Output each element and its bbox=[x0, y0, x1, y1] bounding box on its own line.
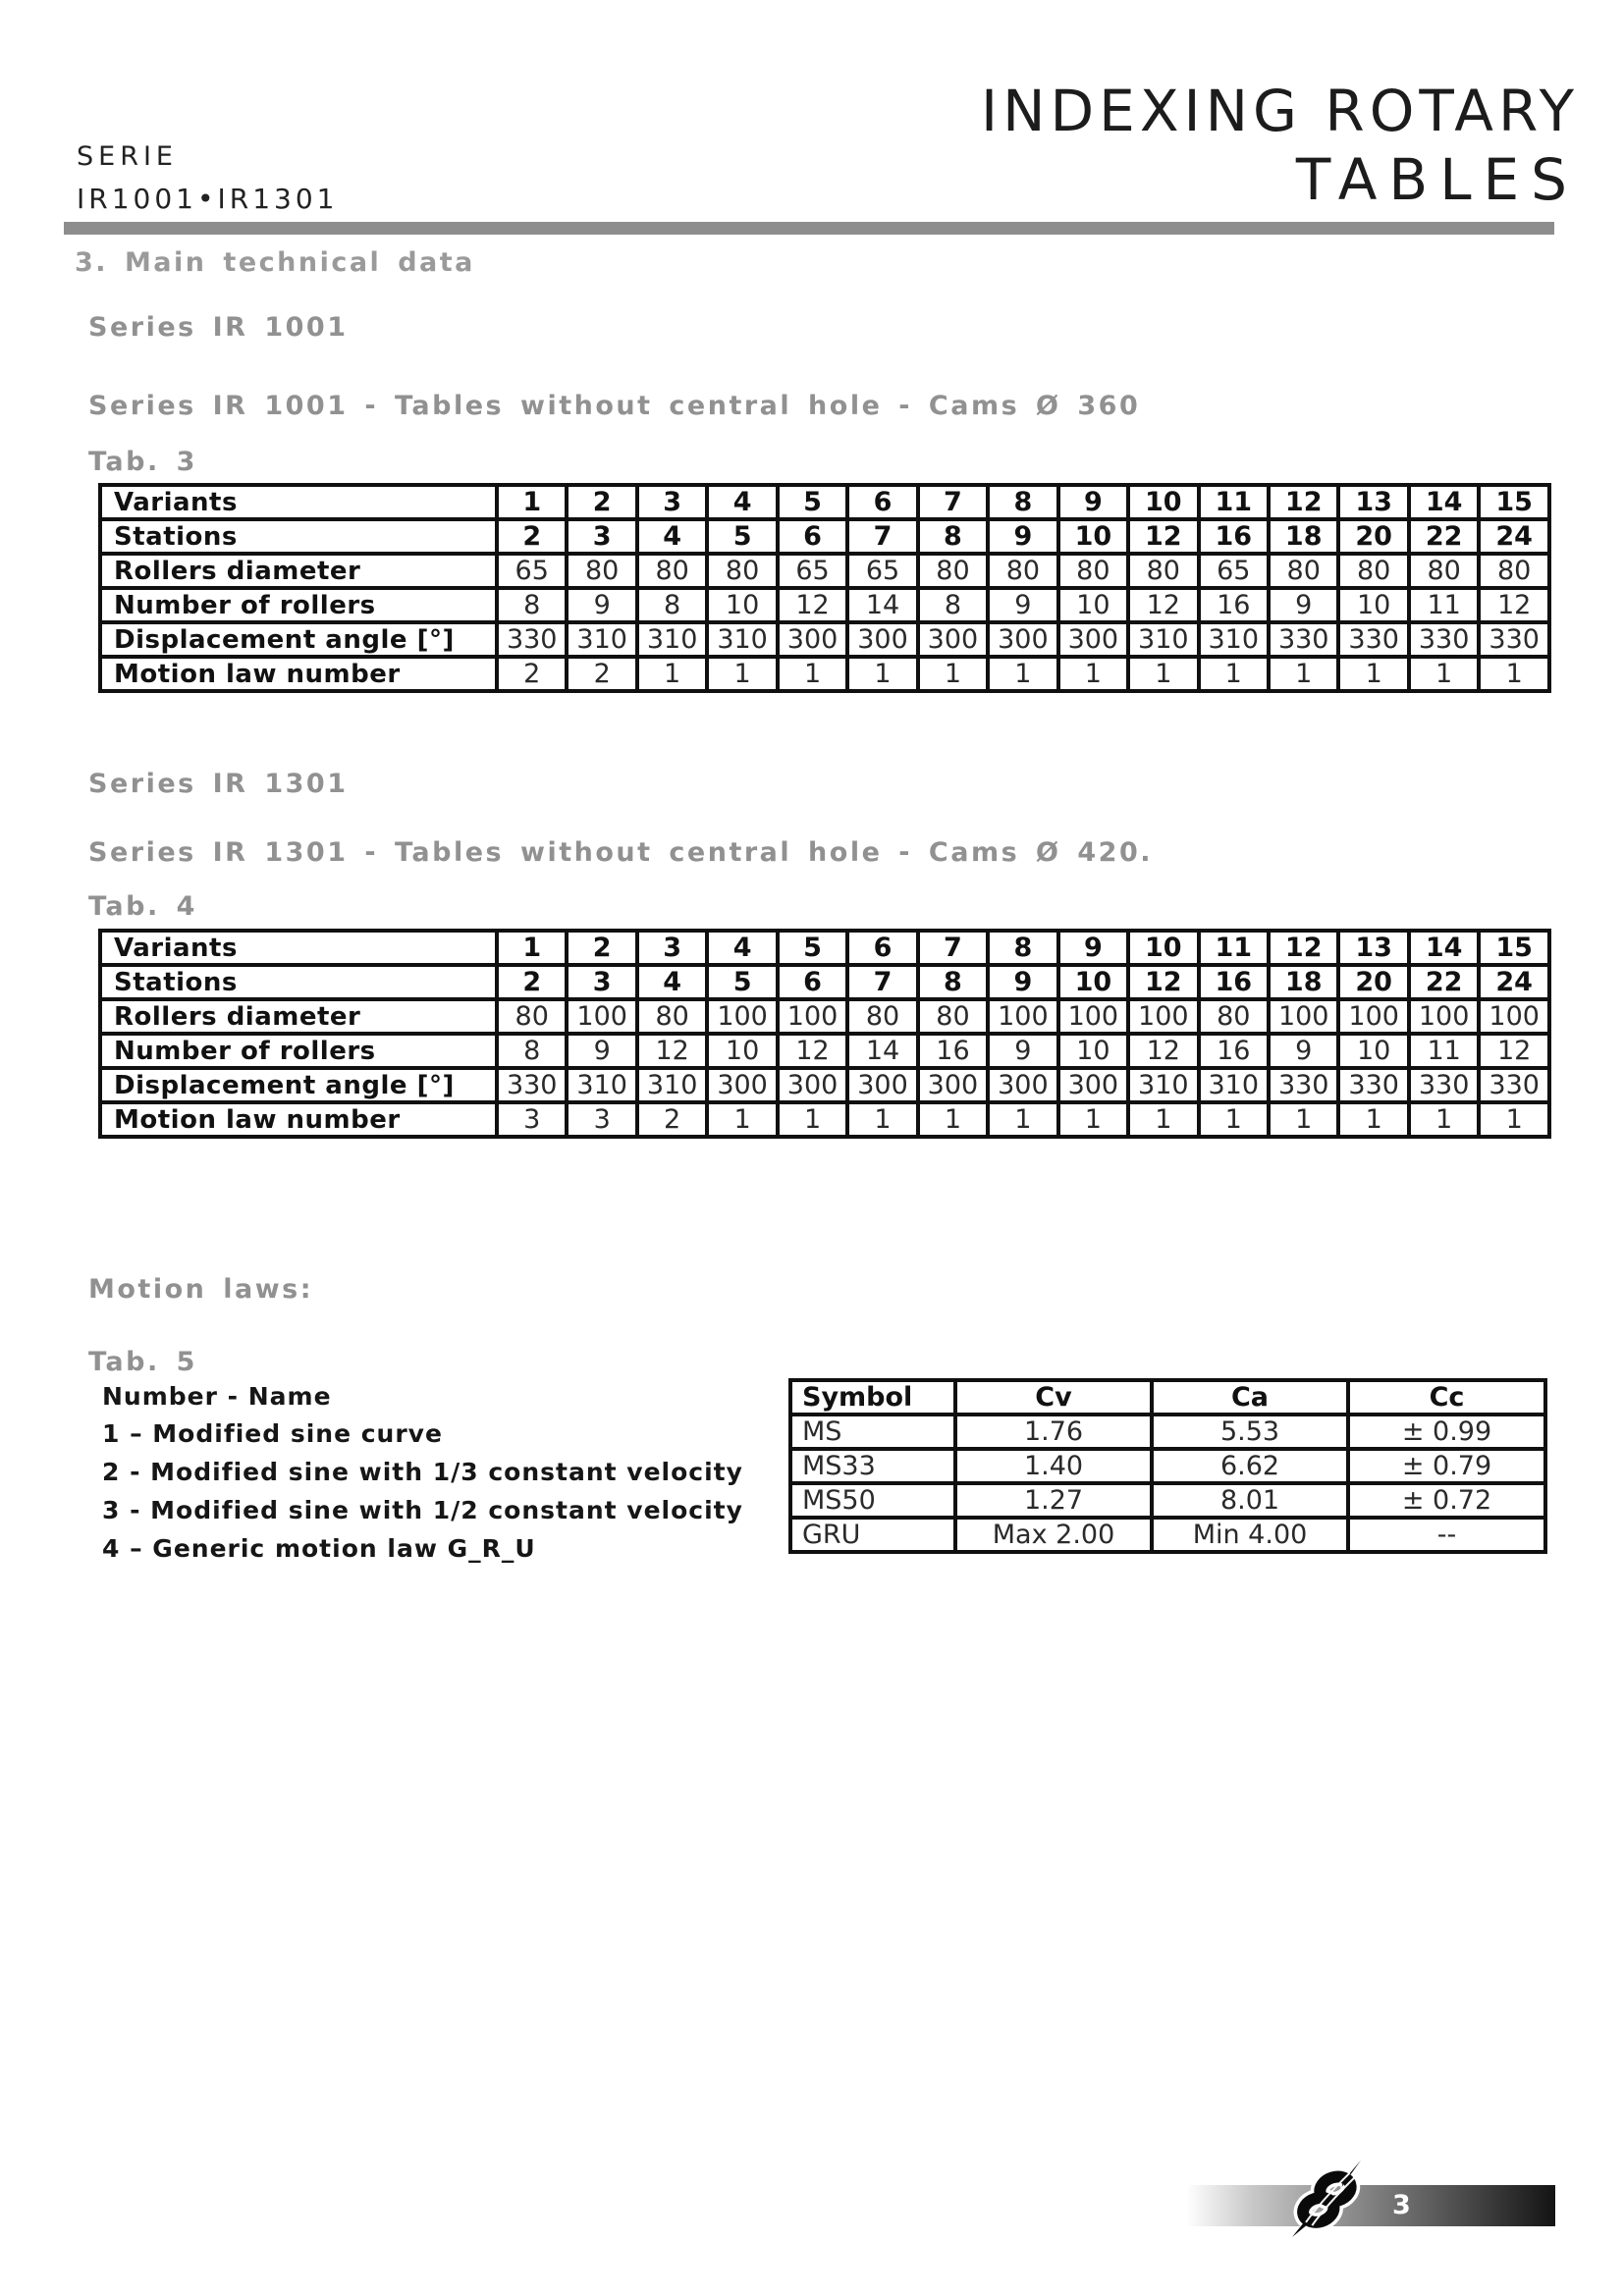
table-cell: 1.40 bbox=[955, 1449, 1152, 1483]
table-cell: 300 bbox=[778, 622, 847, 657]
table-cell: 330 bbox=[497, 1068, 567, 1102]
table-cell: GRU bbox=[790, 1518, 955, 1552]
table-cell: 80 bbox=[1338, 554, 1408, 588]
table-cell: 10 bbox=[1058, 1034, 1128, 1068]
tab4-table bbox=[98, 929, 1551, 1139]
table-cell: 12 bbox=[1128, 519, 1198, 554]
table-cell: 9 bbox=[988, 1034, 1057, 1068]
table-cell: 330 bbox=[1479, 1068, 1549, 1102]
table-cell: 1 bbox=[1128, 1102, 1198, 1137]
row-label: Variants bbox=[100, 485, 497, 519]
table-cell: 9 bbox=[988, 519, 1057, 554]
table-cell: 8 bbox=[918, 965, 988, 999]
table-cell: 80 bbox=[1479, 554, 1549, 588]
table-cell: 65 bbox=[1199, 554, 1269, 588]
motion-law-item-2: 2 - Modified sine with 1/3 constant velocity bbox=[102, 1458, 743, 1486]
table-cell: 22 bbox=[1409, 519, 1479, 554]
table-cell: 1 bbox=[847, 657, 917, 691]
table-cell: 8 bbox=[918, 588, 988, 622]
row-label: Stations bbox=[100, 965, 497, 999]
table-row bbox=[100, 657, 1549, 691]
table-row bbox=[100, 999, 1549, 1034]
table-cell: 4 bbox=[637, 519, 707, 554]
row-label: Variants bbox=[100, 931, 497, 965]
page-title-line1: INDEXING ROTARY bbox=[981, 78, 1579, 144]
table-cell: 10 bbox=[1338, 588, 1408, 622]
table-cell: 12 bbox=[778, 588, 847, 622]
table-cell: Min 4.00 bbox=[1152, 1518, 1348, 1552]
table-cell: 11 bbox=[1409, 1034, 1479, 1068]
table-cell: 330 bbox=[1409, 622, 1479, 657]
row-label: Motion law number bbox=[100, 1102, 497, 1137]
table-cell: 3 bbox=[637, 931, 707, 965]
table-cell: 1 bbox=[1269, 657, 1338, 691]
table-cell: 80 bbox=[1409, 554, 1479, 588]
table-cell: 300 bbox=[1058, 1068, 1128, 1102]
table-cell: 3 bbox=[567, 1102, 636, 1137]
table-cell: 1 bbox=[1409, 1102, 1479, 1137]
table-cell: 1 bbox=[918, 657, 988, 691]
table-cell: 330 bbox=[1338, 1068, 1408, 1102]
table-cell: 1 bbox=[707, 657, 777, 691]
table-cell: 7 bbox=[847, 965, 917, 999]
table-cell: Max 2.00 bbox=[955, 1518, 1152, 1552]
table-cell: 100 bbox=[1479, 999, 1549, 1034]
row-label: Number of rollers bbox=[100, 588, 497, 622]
table-cell: 1 bbox=[1479, 1102, 1549, 1137]
table-cell: 310 bbox=[1199, 1068, 1269, 1102]
table-cell: 300 bbox=[1058, 622, 1128, 657]
table-row bbox=[100, 931, 1549, 965]
table-cell: 310 bbox=[637, 1068, 707, 1102]
table-cell: 24 bbox=[1479, 519, 1549, 554]
table-cell: 13 bbox=[1338, 931, 1408, 965]
table-cell: 16 bbox=[1199, 965, 1269, 999]
table-cell: 330 bbox=[1269, 622, 1338, 657]
table-cell: 8 bbox=[497, 1034, 567, 1068]
table-cell: 2 bbox=[497, 519, 567, 554]
table-cell: 9 bbox=[1058, 485, 1128, 519]
row-label: Displacement angle [°] bbox=[100, 622, 497, 657]
table-cell: 100 bbox=[1269, 999, 1338, 1034]
table-cell: 15 bbox=[1479, 931, 1549, 965]
table-cell: 310 bbox=[1199, 622, 1269, 657]
table-cell: 300 bbox=[778, 1068, 847, 1102]
table-cell: 300 bbox=[988, 622, 1057, 657]
table-cell: 65 bbox=[497, 554, 567, 588]
table-cell: 1 bbox=[637, 657, 707, 691]
table-cell: 12 bbox=[1269, 485, 1338, 519]
table-cell: 300 bbox=[988, 1068, 1057, 1102]
table-cell: 20 bbox=[1338, 519, 1408, 554]
table-cell: ± 0.99 bbox=[1348, 1415, 1545, 1449]
tab4-label: Tab. 4 bbox=[88, 891, 197, 922]
table-cell: 1 bbox=[778, 657, 847, 691]
table-cell: 16 bbox=[918, 1034, 988, 1068]
table-cell: 330 bbox=[1338, 622, 1408, 657]
table-cell: 80 bbox=[707, 554, 777, 588]
table-cell: 1 bbox=[1269, 1102, 1338, 1137]
column-header: Cc bbox=[1348, 1380, 1545, 1415]
table-cell: 80 bbox=[497, 999, 567, 1034]
table-cell: 310 bbox=[567, 622, 636, 657]
table-cell: 3 bbox=[567, 965, 636, 999]
table-row bbox=[790, 1483, 1545, 1518]
table-cell: 310 bbox=[1128, 1068, 1198, 1102]
column-header: Ca bbox=[1152, 1380, 1348, 1415]
table-row bbox=[790, 1415, 1545, 1449]
table-cell: 3 bbox=[637, 485, 707, 519]
table-cell: 9 bbox=[988, 965, 1057, 999]
table-cell: 2 bbox=[637, 1102, 707, 1137]
table-cell: 300 bbox=[918, 1068, 988, 1102]
table-cell: 8 bbox=[637, 588, 707, 622]
table-cell: 9 bbox=[1269, 588, 1338, 622]
table-row bbox=[100, 588, 1549, 622]
table-cell: 9 bbox=[1058, 931, 1128, 965]
series-ir1001-subheading: Series IR 1001 - Tables without central hole - Cams Ø 360 bbox=[88, 391, 1141, 421]
table-cell: 11 bbox=[1409, 588, 1479, 622]
table-cell: 1 bbox=[1199, 657, 1269, 691]
table-cell: MS bbox=[790, 1415, 955, 1449]
table-cell: 300 bbox=[847, 622, 917, 657]
row-label: Stations bbox=[100, 519, 497, 554]
table-cell: 10 bbox=[1128, 931, 1198, 965]
table-cell: 1 bbox=[988, 1102, 1057, 1137]
table-cell: 1 bbox=[1409, 657, 1479, 691]
table-cell: 24 bbox=[1479, 965, 1549, 999]
table-cell: 100 bbox=[1338, 999, 1408, 1034]
motion-law-item-1: 1 – Modified sine curve bbox=[102, 1419, 443, 1448]
table-cell: 1 bbox=[918, 1102, 988, 1137]
table-cell: 12 bbox=[778, 1034, 847, 1068]
table-cell: 65 bbox=[847, 554, 917, 588]
table-cell: 10 bbox=[707, 1034, 777, 1068]
table-cell: ± 0.72 bbox=[1348, 1483, 1545, 1518]
tab5-label: Tab. 5 bbox=[88, 1347, 197, 1377]
table-cell: 12 bbox=[637, 1034, 707, 1068]
table-cell: 10 bbox=[1128, 485, 1198, 519]
table-cell: 1 bbox=[1199, 1102, 1269, 1137]
table-cell: 9 bbox=[1269, 1034, 1338, 1068]
table-row bbox=[100, 965, 1549, 999]
table-cell: 1 bbox=[1338, 1102, 1408, 1137]
table-cell: 8 bbox=[497, 588, 567, 622]
table-cell: 65 bbox=[778, 554, 847, 588]
table-cell: 12 bbox=[1479, 1034, 1549, 1068]
motion-laws-heading: Motion laws: bbox=[88, 1274, 314, 1305]
table-cell: 16 bbox=[1199, 588, 1269, 622]
motion-law-item-4: 4 – Generic motion law G_R_U bbox=[102, 1534, 536, 1563]
table-cell: 3 bbox=[567, 519, 636, 554]
table-row bbox=[100, 622, 1549, 657]
table-cell: 10 bbox=[707, 588, 777, 622]
table-cell: 10 bbox=[1338, 1034, 1408, 1068]
table-cell: MS33 bbox=[790, 1449, 955, 1483]
table-row bbox=[100, 1034, 1549, 1068]
table-cell: 80 bbox=[1058, 554, 1128, 588]
row-label: Number of rollers bbox=[100, 1034, 497, 1068]
table-cell: 1 bbox=[1479, 657, 1549, 691]
table-cell: 8.01 bbox=[1152, 1483, 1348, 1518]
table-cell: 330 bbox=[1409, 1068, 1479, 1102]
table-row bbox=[100, 485, 1549, 519]
main-section-title: 3. Main technical data bbox=[75, 247, 475, 278]
table-cell: 1.27 bbox=[955, 1483, 1152, 1518]
header-divider bbox=[64, 222, 1554, 235]
table-cell: 6 bbox=[847, 931, 917, 965]
table-cell: 7 bbox=[847, 519, 917, 554]
table-cell: 100 bbox=[1409, 999, 1479, 1034]
table-cell: 12 bbox=[1479, 588, 1549, 622]
row-label: Rollers diameter bbox=[100, 554, 497, 588]
table-cell: 2 bbox=[497, 657, 567, 691]
table-cell: 100 bbox=[707, 999, 777, 1034]
table-cell: 300 bbox=[918, 622, 988, 657]
table-cell: 10 bbox=[1058, 519, 1128, 554]
table-cell: 1 bbox=[847, 1102, 917, 1137]
table-cell: 16 bbox=[1199, 1034, 1269, 1068]
table-cell: 300 bbox=[847, 1068, 917, 1102]
table-cell: 1 bbox=[497, 931, 567, 965]
table-cell: 310 bbox=[707, 622, 777, 657]
table-cell: 9 bbox=[567, 1034, 636, 1068]
table-cell: 20 bbox=[1338, 965, 1408, 999]
table-cell: 14 bbox=[1409, 931, 1479, 965]
tab5-table bbox=[788, 1378, 1547, 1554]
table-cell: 80 bbox=[988, 554, 1057, 588]
table-cell: 15 bbox=[1479, 485, 1549, 519]
table-cell: 8 bbox=[988, 485, 1057, 519]
page-number: 3 bbox=[1392, 2190, 1411, 2220]
table-row bbox=[100, 1068, 1549, 1102]
table-cell: 4 bbox=[707, 485, 777, 519]
table-row bbox=[790, 1449, 1545, 1483]
table-cell: 9 bbox=[567, 588, 636, 622]
series-label: SERIE bbox=[77, 141, 178, 172]
table-cell: 1 bbox=[778, 1102, 847, 1137]
table-cell: 10 bbox=[1058, 965, 1128, 999]
table-cell: 6.62 bbox=[1152, 1449, 1348, 1483]
table-row bbox=[100, 1102, 1549, 1137]
table-cell: 80 bbox=[567, 554, 636, 588]
table-cell: 5.53 bbox=[1152, 1415, 1348, 1449]
table-cell: ± 0.79 bbox=[1348, 1449, 1545, 1483]
motion-law-item-3: 3 - Modified sine with 1/2 constant velocity bbox=[102, 1496, 743, 1524]
table-cell: 22 bbox=[1409, 965, 1479, 999]
table-cell: 100 bbox=[1128, 999, 1198, 1034]
table-cell: 8 bbox=[918, 519, 988, 554]
table-cell: 1 bbox=[1128, 657, 1198, 691]
table-cell: 1 bbox=[1338, 657, 1408, 691]
table-cell: 2 bbox=[567, 485, 636, 519]
table-cell: 100 bbox=[988, 999, 1057, 1034]
page-title bbox=[981, 77, 1579, 214]
table-cell: 13 bbox=[1338, 485, 1408, 519]
table-cell: 14 bbox=[847, 1034, 917, 1068]
series-models: IR1001•IR1301 bbox=[77, 183, 339, 215]
motion-law-list bbox=[102, 1382, 743, 1573]
table-cell: 11 bbox=[1199, 485, 1269, 519]
table-cell: 3 bbox=[497, 1102, 567, 1137]
series-ir1301-subheading: Series IR 1301 - Tables without central hole - Cams Ø 420. bbox=[88, 837, 1154, 868]
table-cell: 4 bbox=[637, 965, 707, 999]
series-ir1001-heading: Series IR 1001 bbox=[88, 312, 349, 343]
table-cell: -- bbox=[1348, 1518, 1545, 1552]
table-cell: 14 bbox=[847, 588, 917, 622]
tab3-table bbox=[98, 483, 1551, 693]
table-cell: 6 bbox=[778, 965, 847, 999]
table-cell: 7 bbox=[918, 931, 988, 965]
table-cell: 330 bbox=[1479, 622, 1549, 657]
table-cell: 18 bbox=[1269, 519, 1338, 554]
table-cell: 5 bbox=[778, 931, 847, 965]
table-cell: 330 bbox=[1269, 1068, 1338, 1102]
series-ir1301-heading: Series IR 1301 bbox=[88, 769, 349, 799]
row-label: Displacement angle [°] bbox=[100, 1068, 497, 1102]
table-cell: 9 bbox=[988, 588, 1057, 622]
brand-knot-logo bbox=[1272, 2156, 1382, 2244]
table-cell: 16 bbox=[1199, 519, 1269, 554]
table-cell: 1 bbox=[988, 657, 1057, 691]
tab3-label: Tab. 3 bbox=[88, 447, 197, 477]
table-cell: 310 bbox=[1128, 622, 1198, 657]
table-cell: 80 bbox=[637, 554, 707, 588]
table-cell: 1 bbox=[707, 1102, 777, 1137]
table-row bbox=[100, 554, 1549, 588]
table-cell: 100 bbox=[567, 999, 636, 1034]
table-cell: 12 bbox=[1269, 931, 1338, 965]
table-cell: MS50 bbox=[790, 1483, 955, 1518]
table-cell: 12 bbox=[1128, 588, 1198, 622]
table-cell: 80 bbox=[918, 999, 988, 1034]
table-cell: 12 bbox=[1128, 1034, 1198, 1068]
table-cell: 80 bbox=[918, 554, 988, 588]
table-cell: 5 bbox=[707, 965, 777, 999]
table-cell: 2 bbox=[497, 965, 567, 999]
table-cell: 10 bbox=[1058, 588, 1128, 622]
table-cell: 1 bbox=[1058, 657, 1128, 691]
table-cell: 2 bbox=[567, 657, 636, 691]
table-header-row bbox=[790, 1380, 1545, 1415]
table-cell: 8 bbox=[988, 931, 1057, 965]
table-row bbox=[790, 1518, 1545, 1552]
table-cell: 1 bbox=[1058, 1102, 1128, 1137]
table-cell: 80 bbox=[1269, 554, 1338, 588]
table-row bbox=[100, 519, 1549, 554]
table-cell: 5 bbox=[707, 519, 777, 554]
page-title-line2: TABLES bbox=[1295, 146, 1579, 213]
table-cell: 11 bbox=[1199, 931, 1269, 965]
table-cell: 100 bbox=[1058, 999, 1128, 1034]
table-cell: 80 bbox=[847, 999, 917, 1034]
table-cell: 6 bbox=[847, 485, 917, 519]
table-cell: 330 bbox=[497, 622, 567, 657]
table-cell: 80 bbox=[1199, 999, 1269, 1034]
table-cell: 2 bbox=[567, 931, 636, 965]
table-cell: 1 bbox=[497, 485, 567, 519]
motion-law-list-title: Number - Name bbox=[102, 1382, 332, 1411]
table-cell: 5 bbox=[778, 485, 847, 519]
table-cell: 1.76 bbox=[955, 1415, 1152, 1449]
table-cell: 14 bbox=[1409, 485, 1479, 519]
table-cell: 12 bbox=[1128, 965, 1198, 999]
table-cell: 4 bbox=[707, 931, 777, 965]
table-cell: 7 bbox=[918, 485, 988, 519]
column-header: Symbol bbox=[790, 1380, 955, 1415]
table-cell: 6 bbox=[778, 519, 847, 554]
table-cell: 100 bbox=[778, 999, 847, 1034]
row-label: Rollers diameter bbox=[100, 999, 497, 1034]
table-cell: 18 bbox=[1269, 965, 1338, 999]
table-cell: 80 bbox=[1128, 554, 1198, 588]
table-cell: 80 bbox=[637, 999, 707, 1034]
table-cell: 310 bbox=[567, 1068, 636, 1102]
column-header: Cv bbox=[955, 1380, 1152, 1415]
table-cell: 310 bbox=[637, 622, 707, 657]
row-label: Motion law number bbox=[100, 657, 497, 691]
table-cell: 300 bbox=[707, 1068, 777, 1102]
